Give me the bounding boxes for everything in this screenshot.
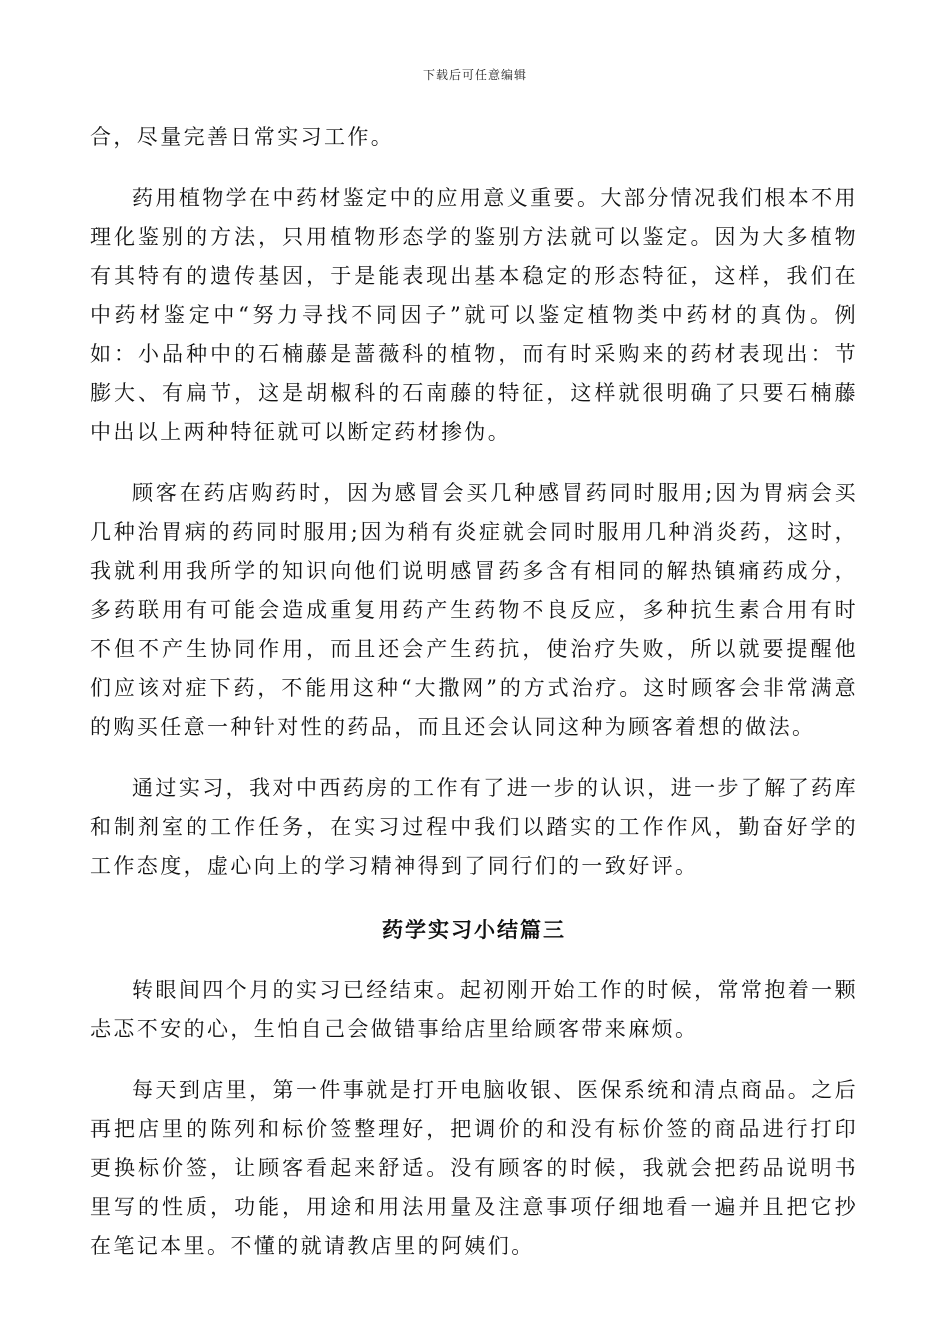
paragraph-continued: 合，尽量完善日常实习工作。 [90,125,395,149]
header-note: 下载后可任意编辑 [422,68,527,82]
paragraph-customers: 顾客在药店购药时，因为感冒会买几种感冒药同时服用;因为胃病会买几种治胃病的药同时服用;因为稍有炎症就会同时服用几种消炎药，这时，我就利用我所学的知识向他们说明感冒药多含有相同的解热镇痛药成分，多药联用有可能会造成重复用药产生药物不良反应，多种抗生素合用有时不但不产生协同作用，而且还会产生药抗，使治疗失败，所以就要提醒他们应该对症下药，不能用这种“大撒网”的方式治疗。这时顾客会非常满意的购买任意一种针对性的药品，而且还会认同这种为顾客着想的做法。 [90,481,858,739]
document-body [90,118,858,1266]
paragraph-daily-work: 每天到店里，第一件事就是打开电脑收银、医保系统和清点商品。之后再把店里的陈列和标价签整理好，把调价的和没有标价签的商品进行打印更换标价签，让顾客看起来舒适。没有顾客的时候，我就会把药品说明书里写的性质，功能，用途和用法用量及注意事项仔细地看一遍并且把它抄在笔记本里。不懂的就请教店里的阿姨们。 [90,1078,858,1258]
section-title: 药学实习小结篇三 [382,917,566,942]
paragraph-conclusion: 通过实习，我对中西药房的工作有了进一步的认识，进一步了解了药库和制剂室的工作任务，在实习过程中我们以踏实的工作作风，勤奋好学的工作态度，虚心向上的学习精神得到了同行们的一致好评。 [90,776,858,878]
paragraph-intro: 转眼间四个月的实习已经结束。起初刚开始工作的时候，常常抱着一颗忐忑不安的心，生怕自己会做错事给店里给顾客带来麻烦。 [90,978,858,1041]
paragraph-botany: 药用植物学在中药材鉴定中的应用意义重要。大部分情况我们根本不用理化鉴别的方法，只用植物形态学的鉴别方法就可以鉴定。因为大多植物有其特有的遗传基因，于是能表现出基本稳定的形态特征，这样，我们在中药材鉴定中“努力寻找不同因子”就可以鉴定植物类中药材的真伪。例如：小品种中的石楠藤是蔷薇科的植物，而有时采购来的药材表现出：节膨大、有扁节，这是胡椒科的石南藤的特征，这样就很明确了只要石楠藤中出以上两种特征就可以断定药材掺伪。 [90,186,858,444]
